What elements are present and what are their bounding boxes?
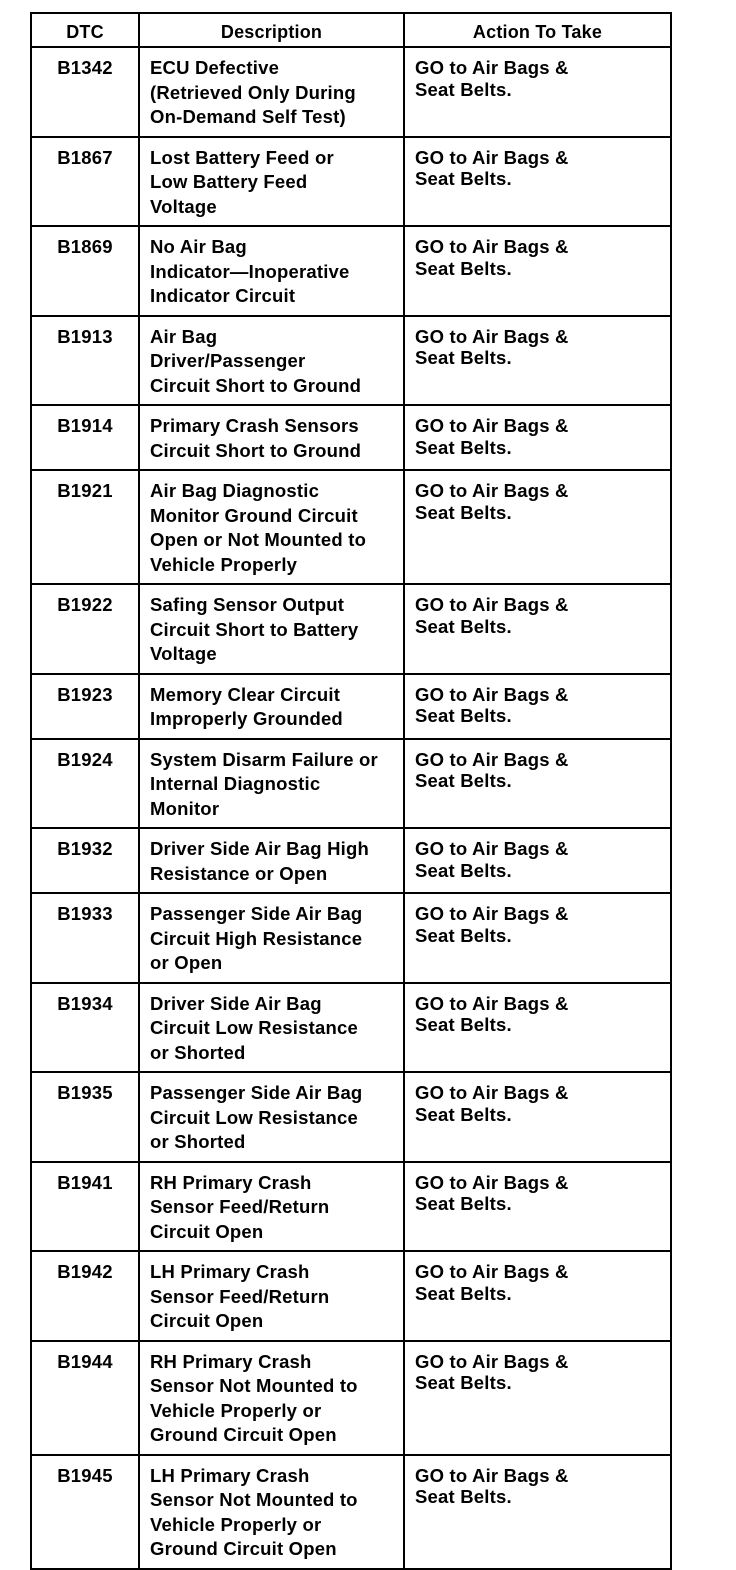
dtc-description: RH Primary Crash Sensor Not Mounted to Vehicle Properly or Ground Circuit Open bbox=[139, 1341, 404, 1455]
dtc-table bbox=[30, 12, 672, 1570]
dtc-description: RH Primary Crash Sensor Feed/Return Circuit Open bbox=[139, 1162, 404, 1252]
dtc-action: GO to Air Bags & Seat Belts. bbox=[404, 893, 671, 983]
table-row bbox=[31, 739, 671, 829]
table-body bbox=[31, 47, 671, 1569]
table-row bbox=[31, 584, 671, 674]
dtc-code: B1923 bbox=[31, 674, 139, 739]
table-row bbox=[31, 1341, 671, 1455]
table-row bbox=[31, 1251, 671, 1341]
table-row bbox=[31, 893, 671, 983]
table-row bbox=[31, 47, 671, 137]
dtc-description: System Disarm Failure or Internal Diagnostic Monitor bbox=[139, 739, 404, 829]
dtc-action: GO to Air Bags & Seat Belts. bbox=[404, 316, 671, 406]
dtc-table-page bbox=[30, 12, 670, 1570]
dtc-code: B1942 bbox=[31, 1251, 139, 1341]
dtc-action: GO to Air Bags & Seat Belts. bbox=[404, 1455, 671, 1569]
dtc-action: GO to Air Bags & Seat Belts. bbox=[404, 828, 671, 893]
dtc-description: Memory Clear Circuit Improperly Grounded bbox=[139, 674, 404, 739]
dtc-code: B1924 bbox=[31, 739, 139, 829]
dtc-action: GO to Air Bags & Seat Belts. bbox=[404, 470, 671, 584]
table-row bbox=[31, 828, 671, 893]
dtc-description: Air Bag Driver/Passenger Circuit Short to Ground bbox=[139, 316, 404, 406]
dtc-code: B1913 bbox=[31, 316, 139, 406]
dtc-action: GO to Air Bags & Seat Belts. bbox=[404, 137, 671, 227]
table-row bbox=[31, 983, 671, 1073]
dtc-code: B1944 bbox=[31, 1341, 139, 1455]
table-row bbox=[31, 1455, 671, 1569]
dtc-description: Passenger Side Air Bag Circuit High Resistance or Open bbox=[139, 893, 404, 983]
dtc-code: B1934 bbox=[31, 983, 139, 1073]
dtc-code: B1921 bbox=[31, 470, 139, 584]
table-header-row bbox=[31, 13, 671, 47]
dtc-description: Safing Sensor Output Circuit Short to Battery Voltage bbox=[139, 584, 404, 674]
dtc-action: GO to Air Bags & Seat Belts. bbox=[404, 1162, 671, 1252]
dtc-description: Primary Crash Sensors Circuit Short to Ground bbox=[139, 405, 404, 470]
table-row bbox=[31, 1162, 671, 1252]
dtc-code: B1932 bbox=[31, 828, 139, 893]
dtc-description: LH Primary Crash Sensor Feed/Return Circuit Open bbox=[139, 1251, 404, 1341]
dtc-code: B1914 bbox=[31, 405, 139, 470]
dtc-description: LH Primary Crash Sensor Not Mounted to Vehicle Properly or Ground Circuit Open bbox=[139, 1455, 404, 1569]
table-row bbox=[31, 226, 671, 316]
dtc-code: B1869 bbox=[31, 226, 139, 316]
dtc-description: No Air Bag Indicator—Inoperative Indicator Circuit bbox=[139, 226, 404, 316]
dtc-code: B1342 bbox=[31, 47, 139, 137]
header-description: Description bbox=[139, 13, 404, 47]
header-action: Action To Take bbox=[404, 13, 671, 47]
dtc-action: GO to Air Bags & Seat Belts. bbox=[404, 1251, 671, 1341]
dtc-description: Lost Battery Feed or Low Battery Feed Voltage bbox=[139, 137, 404, 227]
table-row bbox=[31, 1072, 671, 1162]
header-dtc: DTC bbox=[31, 13, 139, 47]
dtc-action: GO to Air Bags & Seat Belts. bbox=[404, 405, 671, 470]
dtc-code: B1945 bbox=[31, 1455, 139, 1569]
table-row bbox=[31, 674, 671, 739]
dtc-description: ECU Defective (Retrieved Only During On-Demand Self Test) bbox=[139, 47, 404, 137]
dtc-description: Driver Side Air Bag Circuit Low Resistance or Shorted bbox=[139, 983, 404, 1073]
dtc-action: GO to Air Bags & Seat Belts. bbox=[404, 674, 671, 739]
dtc-code: B1933 bbox=[31, 893, 139, 983]
dtc-action: GO to Air Bags & Seat Belts. bbox=[404, 1341, 671, 1455]
dtc-description: Driver Side Air Bag High Resistance or Open bbox=[139, 828, 404, 893]
table-row bbox=[31, 470, 671, 584]
dtc-action: GO to Air Bags & Seat Belts. bbox=[404, 739, 671, 829]
dtc-code: B1867 bbox=[31, 137, 139, 227]
dtc-code: B1922 bbox=[31, 584, 139, 674]
dtc-action: GO to Air Bags & Seat Belts. bbox=[404, 1072, 671, 1162]
table-row bbox=[31, 316, 671, 406]
dtc-description: Passenger Side Air Bag Circuit Low Resistance or Shorted bbox=[139, 1072, 404, 1162]
dtc-action: GO to Air Bags & Seat Belts. bbox=[404, 584, 671, 674]
dtc-action: GO to Air Bags & Seat Belts. bbox=[404, 983, 671, 1073]
dtc-code: B1935 bbox=[31, 1072, 139, 1162]
dtc-action: GO to Air Bags & Seat Belts. bbox=[404, 226, 671, 316]
dtc-code: B1941 bbox=[31, 1162, 139, 1252]
dtc-description: Air Bag Diagnostic Monitor Ground Circuit Open or Not Mounted to Vehicle Properly bbox=[139, 470, 404, 584]
table-row bbox=[31, 405, 671, 470]
table-row bbox=[31, 137, 671, 227]
dtc-action: GO to Air Bags & Seat Belts. bbox=[404, 47, 671, 137]
